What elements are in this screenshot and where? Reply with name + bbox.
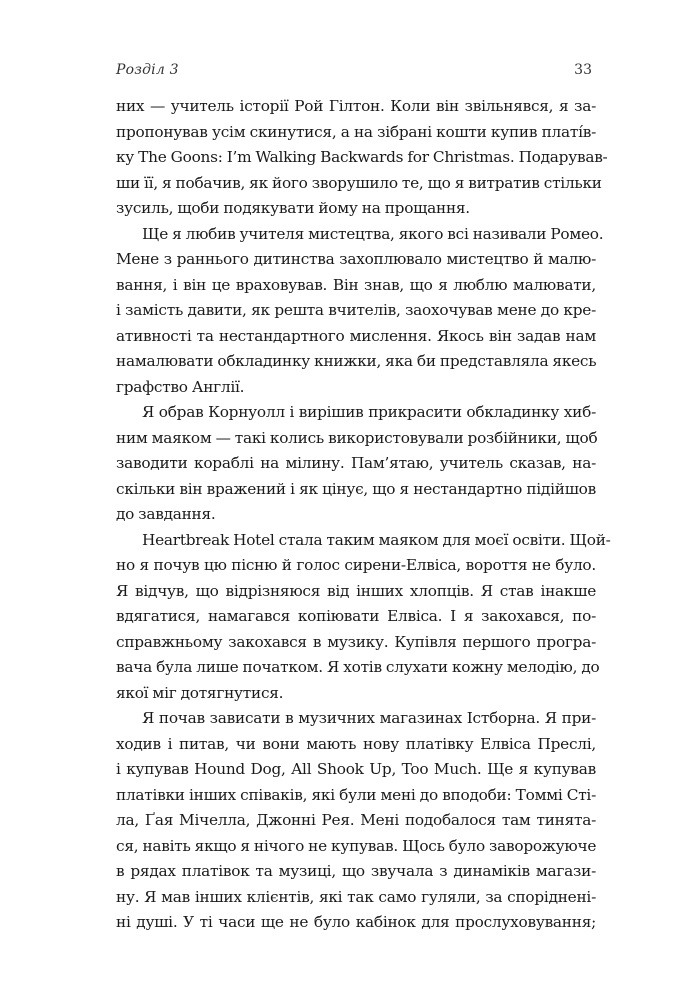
text-line: ходив і питав, чи вони мають нову платівку Елвіса Преслі,	[116, 734, 596, 753]
text-line: них — учитель історії Рой Гілтон. Коли він звільнявся, я за-	[116, 97, 596, 115]
text-line: Heartbreak Hotel стала таким маяком для моєї освіти. Щой-	[142, 530, 611, 549]
text-line: пропонував усім скинутися, а на зібрані кошти купив платíв-	[116, 122, 596, 141]
text-line: вдягатися, намагався копіювати Елвіса. І я закохався, по-	[116, 607, 596, 625]
text-line: но я почув цю пісню й голос сирени-Елвіса, вороття не було.	[116, 556, 596, 574]
text-line: платівки інших співаків, які були мені до вподоби: Томмі Сті-	[116, 785, 596, 804]
text-line: до завдання.	[116, 505, 216, 523]
text-line: вача була лише початком. Я хотів слухати кожну мелодію, до	[116, 658, 600, 676]
text-line: ши її, я побачив, як його зворушило те, що я витратив стільки	[116, 173, 602, 192]
text-line: ні душі. У ті часи ще не було кабінок для прослуховування;	[116, 913, 596, 931]
text-line: Ще я любив учителя мистецтва, якого всі називали Ромео.	[142, 224, 604, 243]
running-header	[116, 62, 592, 82]
text-line: ся, навіть якщо я нічого не купував. Щось було заворожуюче	[116, 836, 597, 855]
page-number: 33	[574, 62, 592, 78]
text-line: і купував Hound Dog, All Shook Up, Too Much. Ще я купував	[116, 760, 596, 778]
text-line: намалювати обкладинку книжки, яка би представляла якесь	[116, 352, 597, 370]
text-line: Я почав зависати в музичних магазинах Істборна. Я при-	[142, 709, 596, 727]
text-line: заводити кораблі на мілину. Пам’ятаю, учитель сказав, на-	[116, 454, 596, 472]
text-line: вання, і він це враховував. Він знав, що я люблю малювати,	[116, 275, 596, 294]
chapter-label: Розділ 3	[116, 62, 179, 78]
text-line: в рядах платівок та музиці, що звучала з динаміків магази-	[116, 862, 596, 880]
text-line: Мене з раннього дитинства захоплювало мистецтво й малю-	[116, 250, 596, 268]
text-line: і замість давити, як решта вчителів, заохочував мене до кре-	[116, 301, 596, 319]
body-text	[116, 94, 611, 936]
text-line: Я відчув, що відрізняюся від інших хлопців. Я став інакше	[116, 581, 596, 600]
text-line: ла, Ґая Мічелла, Джонні Рея. Мені подобалося там тинята-	[116, 811, 596, 829]
text-line: справжньому закохався в музику. Купівля першого програ-	[116, 632, 596, 651]
text-line: якої міг дотягнутися.	[116, 683, 284, 702]
text-line: ку The Goons: I’m Walking Backwards for Christmas. Подарував-	[116, 148, 608, 166]
text-line: Я обрав Корнуолл і вирішив прикрасити обкладинку хиб-	[142, 403, 596, 421]
text-line: ним маяком — такі колись використовували розбійники, щоб	[116, 428, 598, 447]
text-line: зусиль, щоби подякувати йому на прощання.	[116, 199, 470, 217]
text-line: графство Англії.	[116, 377, 245, 396]
text-line: ну. Я мав інших клієнтів, які так само гуляли, за споріднені-	[116, 887, 596, 906]
text-line: ативності та нестандартного мислення. Якось він задав нам	[116, 326, 596, 345]
text-line: скільки він вражений і як цінує, що я нестандартно підійшов	[116, 479, 596, 498]
